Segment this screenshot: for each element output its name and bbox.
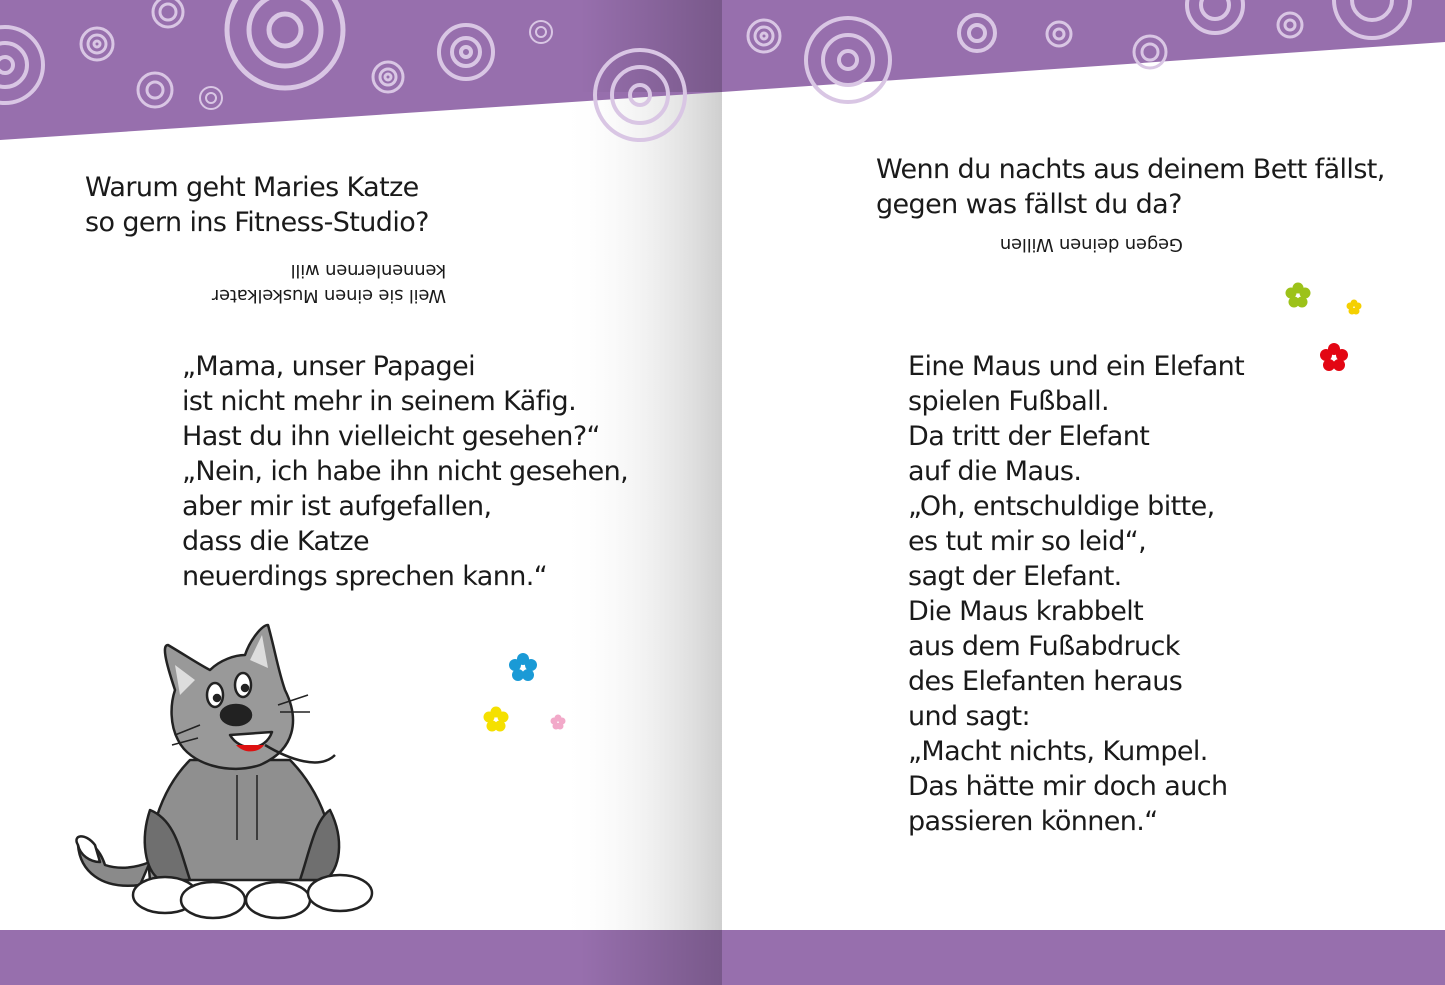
joke-line: spielen Fußball. xyxy=(908,386,1109,417)
answer-line: Weil sie einen Muskelkater xyxy=(212,285,447,306)
riddle-line: so gern ins Fitness-Studio? xyxy=(85,207,429,238)
joke-line: „Mama, unser Papagei xyxy=(182,351,475,382)
answer-line: Gegen deinen Willen xyxy=(1000,234,1183,255)
flower-yellow-icon xyxy=(484,707,509,732)
right-answer-upside-down xyxy=(1000,232,1183,257)
riddle-line: Warum geht Maries Katze xyxy=(85,172,419,203)
joke-line: es tut mir so leid“, xyxy=(908,526,1147,557)
left-joke xyxy=(182,349,628,594)
joke-line: „Oh, entschuldige bitte, xyxy=(908,491,1215,522)
joke-line: ist nicht mehr in seinem Käfig. xyxy=(182,386,577,417)
right-joke xyxy=(908,349,1244,839)
joke-line: sagt der Elefant. xyxy=(908,561,1122,592)
joke-line: auf die Maus. xyxy=(908,456,1082,487)
joke-line: Das hätte mir doch auch xyxy=(908,771,1228,802)
joke-line: „Macht nichts, Kumpel. xyxy=(908,736,1208,767)
joke-line: des Elefanten heraus xyxy=(908,666,1183,697)
joke-line: Hast du ihn vielleicht gesehen?“ xyxy=(182,421,600,452)
riddle-line: Wenn du nachts aus deinem Bett fällst, xyxy=(876,154,1385,185)
joke-line: aber mir ist aufgefallen, xyxy=(182,491,492,522)
left-riddle xyxy=(85,170,429,240)
bottom-band xyxy=(0,930,1445,985)
answer-line: kennenlernen will xyxy=(290,260,447,281)
flower-red-icon xyxy=(1320,343,1348,371)
cat-illustration xyxy=(76,625,372,918)
flower-small-yellow-icon xyxy=(1347,300,1362,315)
joke-line: dass die Katze xyxy=(182,526,369,557)
joke-line: Eine Maus und ein Elefant xyxy=(908,351,1245,382)
right-riddle xyxy=(876,152,1385,222)
joke-line: und sagt: xyxy=(908,701,1030,732)
joke-line: Die Maus krabbelt xyxy=(908,596,1144,627)
joke-line: aus dem Fußabdruck xyxy=(908,631,1180,662)
riddle-line: gegen was fällst du da? xyxy=(876,189,1182,220)
joke-line: passieren können.“ xyxy=(908,806,1158,837)
flower-blue-icon xyxy=(509,653,537,681)
joke-line: neuerdings sprechen kann.“ xyxy=(182,561,548,592)
left-answer-upside-down xyxy=(212,258,446,308)
joke-line: „Nein, ich habe ihn nicht gesehen, xyxy=(182,456,629,487)
flower-green-icon xyxy=(1286,283,1311,308)
joke-line: Da tritt der Elefant xyxy=(908,421,1150,452)
